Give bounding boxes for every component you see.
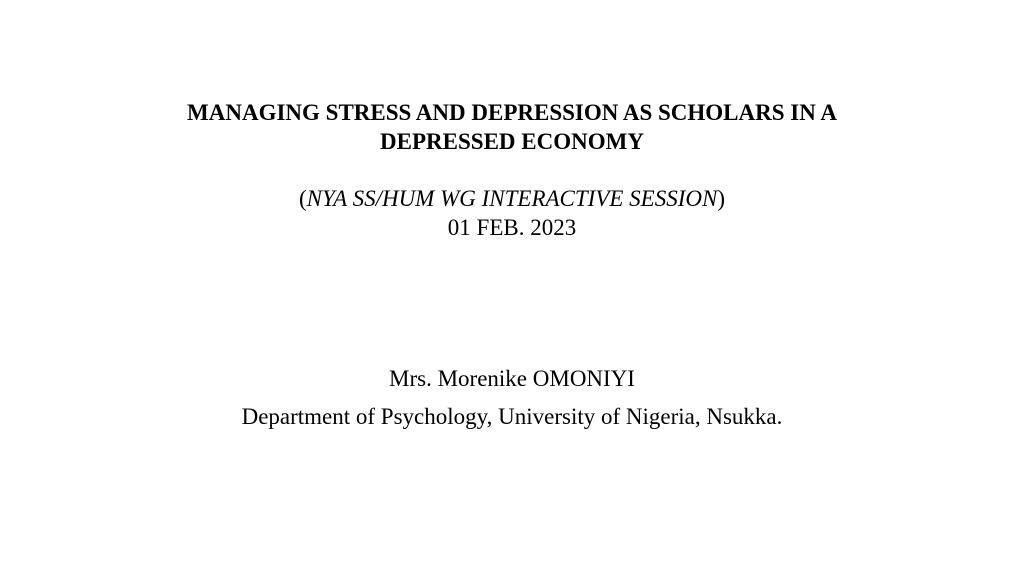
session-line: [0, 184, 1024, 213]
presenter-department: Department of Psychology, University of Nigeria, Nsukka.: [241, 404, 783, 429]
title-line-2: DEPRESSED ECONOMY: [380, 129, 644, 154]
session-close-paren: ): [717, 186, 726, 211]
title-line-1: MANAGING STRESS AND DEPRESSION AS SCHOLARS IN A: [187, 100, 837, 125]
slide-subtitle: [0, 184, 1024, 242]
presenter-info: [0, 364, 1024, 432]
session-open-paren: (: [298, 186, 307, 211]
session-date: 01 FEB. 2023: [447, 215, 577, 240]
slide-title: [0, 98, 1024, 156]
session-name: NYA SS/HUM WG INTERACTIVE SESSION: [306, 186, 718, 211]
presenter-name: Mrs. Morenike OMONIYI: [389, 366, 635, 391]
